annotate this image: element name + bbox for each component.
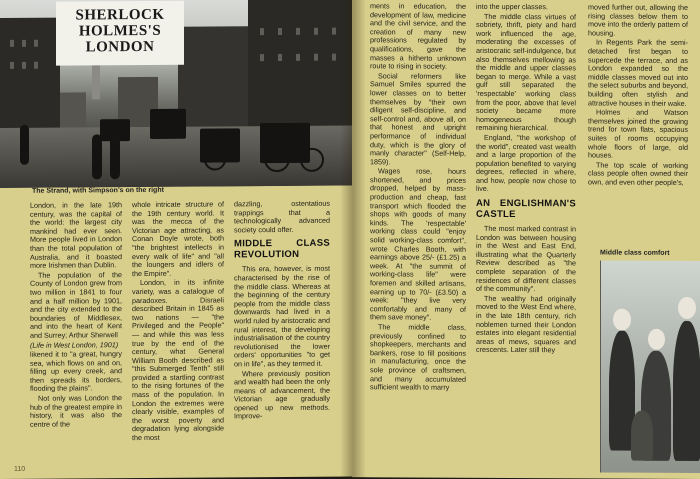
- right-column-3: [588, 3, 688, 188]
- title-line-3: LONDON: [85, 38, 155, 56]
- citation: (Life in West London, 1901): [30, 339, 119, 350]
- paragraph: London, in the late 19th century, was the capital of the world: the largest city mankind had ever seen. More people lived in London than the total population of Australia, and it boasted more Irishmen than Dublin.: [30, 200, 122, 270]
- paragraph: The most marked contrast in London was between housing in the West and East End, illustrating what the Quarterly Review described as "the complete separation of the residences of different classes of the community".: [476, 223, 576, 294]
- strand-photo: [0, 0, 352, 188]
- title-line-2: HOLMES'S: [78, 22, 162, 40]
- paragraph: The middle class virtues of sobriety, thrift, piety and hard work influenced the age, moderating the excesses of aristocratic self-indulgence, but also themselves mellowing as the middle and upper classes began to merge. While a vast gulf still separated the 'respectable' working class from the poor, above that level society became more homogeneous though remaining hierarchical.: [476, 11, 576, 133]
- page-gutter: [340, 0, 366, 479]
- paragraph: The wealthy had originally moved to the West End where, in the late 18th century, rich noblemen turned their London estates into elegant residential areas of mews, squares and crescents. Later still they: [476, 293, 576, 355]
- paragraph: The middle class, previously confined to shopkeepers, merchants and bankers, rose to fill positions in manufacturing, once the sole province of craftsmen, and many accumulated sufficient wealth to marry: [370, 322, 466, 392]
- left-column-3: [234, 200, 330, 423]
- paragraph: Holmes and Watson themselves joined the growing trend for town flats, spacious suites of rooms occupying whole floors of large, old houses.: [588, 107, 688, 160]
- illustration-caption: Middle class comfort: [600, 249, 670, 257]
- paragraph: England, "the workshop of the world", created vast wealth and a large proportion of the population benefited to varying degrees, reflected in where, and how, people now chose to live.: [476, 132, 576, 194]
- paragraph: In Regents Park the semi-detached first began to supercede the terrace, and as London expanded so the middle classes moved out into the select suburbs and beyond, building often stylish and attractive houses in their wake.: [588, 37, 688, 108]
- right-column-1: [370, 2, 466, 393]
- paragraph: Not only was London the hub of the greatest empire in history, it was also the centre of the: [30, 393, 122, 429]
- right-column-2: [476, 3, 576, 356]
- left-column-1: [30, 201, 122, 430]
- paragraph: This era, however, is most characterised by the rise of the middle class. Whereas at the beginning of the century people from the middle class downwards had lived in a world ruled by aristocratic and rural interest, the developing industrialisation of the country revolutionised the lower orders' opportunities "to get on in life", as they termed it.: [234, 264, 330, 369]
- section-heading: AN ENGLISHMAN'S CASTLE: [476, 197, 576, 221]
- paragraph: Social reformers like Samuel Smiles spurred the lower classes on to better themselves by "their own diligent self-discipline, and self-control and, above all, on that honest and upright performance of individual duty, which is the glory of manly character" (Self-Help, 1859).: [370, 71, 466, 167]
- paragraph: Wages rose, hours shortened, and prices dropped, helped by mass-production and cheap, fast transport which flooded the shops with goods of many kinds. The 'respectable' working class could "enjoy solid working-class comfort", wrote Charles Booth, with earnings above 25/- (£1.25) a week. At "the summit of working-class life" were foremen and skilled artisans, earning up to 70/- (£3.50) a week: "they live very comfortably and many of them save money".: [370, 166, 466, 322]
- paragraph: Where previously position and wealth had been the only means of advancement, the Victorian age gradually opened up new methods. Improve-: [234, 368, 330, 421]
- middle-class-illustration: [600, 260, 700, 473]
- photo-caption: The Strand, with Simpson's on the right: [32, 186, 164, 195]
- left-column-2: [132, 200, 224, 443]
- paragraph: ments in education, the development of law, medicine and the civil service, and the creation of many new professions regulated by qualifications, gave the masses a hitherto unknown route to rising in society.: [370, 1, 466, 71]
- paragraph: into the upper classes.: [476, 1, 548, 12]
- paragraph: moved further out, allowing the rising classes below them to move into the orderly pattern of housing.: [588, 2, 688, 38]
- right-page: [352, 0, 700, 479]
- paragraph: The top scale of working class people often owned their own, and even other people's,: [588, 160, 688, 187]
- paragraph: The population of the County of London grew from two million in 1841 to four and a half million by 1901, and the city extended to the boundaries of Middlesex, and into the heart of Kent and Surrey; Arthur Sherwell: [30, 269, 122, 340]
- paragraph: dazzling, ostentatious trappings that a technologically advanced society could offer.: [234, 198, 330, 235]
- section-heading: MIDDLE CLASS REVOLUTION: [234, 238, 330, 261]
- article-title: [56, 1, 184, 66]
- paragraph: whole intricate structure of the 19th century world. It was the mecca of the Victorian age attracting, as Conan Doyle wrote, both "the brightest intellects in every walk of life" and "all the loungers and idlers of the Empire".: [132, 199, 224, 278]
- paragraph: likened it to "a great, hungry sea, which flows on and on, filling up every creek, and then spreads its borders, flooding the plains".: [30, 349, 122, 394]
- title-line-1: SHERLOCK: [75, 6, 165, 24]
- paragraph: London, in its infinite variety, was a catalogue of paradoxes. Disraeli described Britain in 1845 as two nations — "the Privileged and the People" — and while this was less true by the end of the century, what General William Booth described as "this Submerged Tenth" still provided a startling contrast to the rising fortunes of the mass of the population. In London the extremes were clearly visible, examples of the worst poverty and degradation lying alongside the most: [132, 277, 224, 443]
- page-number: 110: [14, 465, 26, 473]
